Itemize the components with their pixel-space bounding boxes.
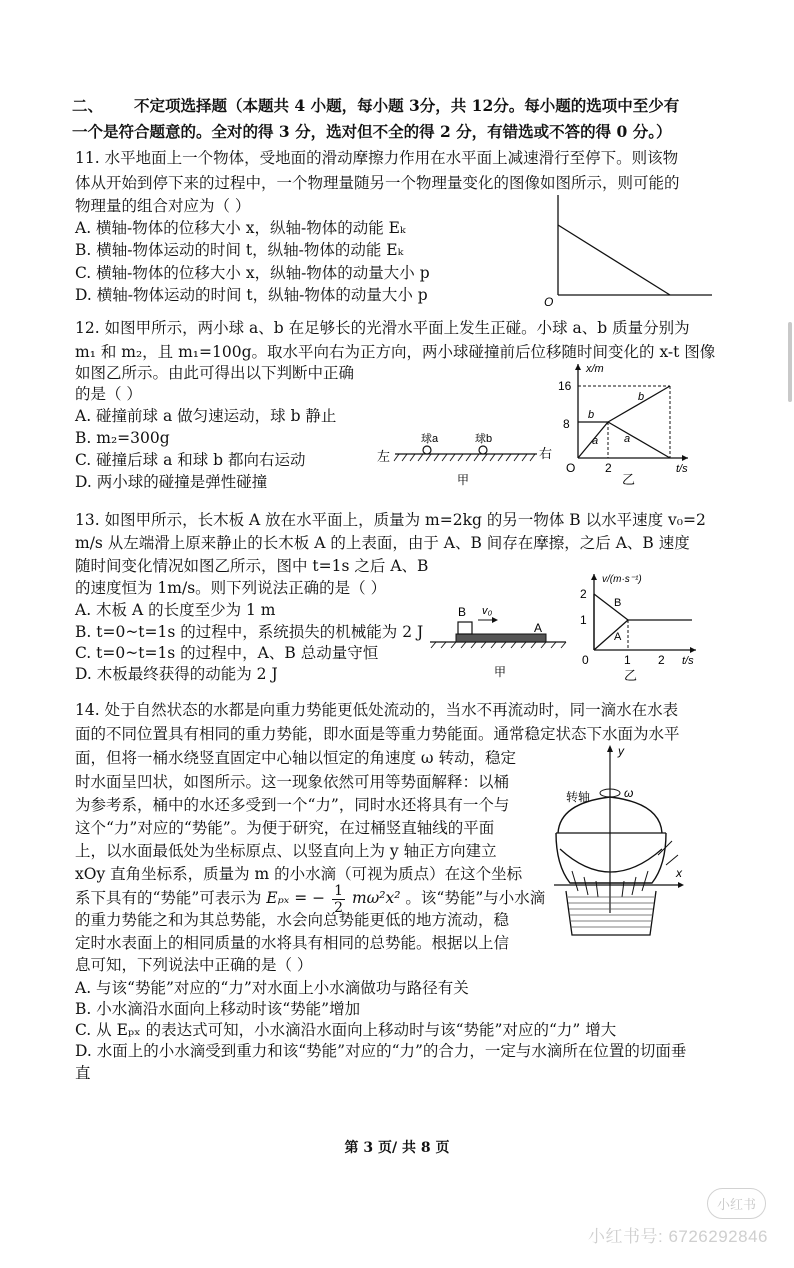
svg-text:A: A [614, 631, 622, 643]
q13-option-a: A. 木板 A 的长度至少为 1 m [75, 601, 276, 619]
q12-origin: O [566, 461, 576, 475]
q13-y2: 2 [580, 587, 587, 601]
q11-graph-line [558, 225, 670, 295]
svg-text:ω: ω [624, 786, 634, 800]
page-number: 第 3 页/ 共 8 页 [344, 1140, 450, 1156]
q14-option-d-cont: 直 [75, 1064, 91, 1082]
right-label: 右 [539, 446, 553, 461]
board-a-label: A [534, 621, 543, 635]
q13-xlabel: t/s [682, 655, 694, 667]
water-surface [560, 849, 662, 872]
q13-fig-jia-caption: 甲 [494, 665, 507, 679]
q12-stem-line2: m₁ 和 m₂，且 m₁=100g。取水平向右为正方向，两小球碰撞前后位移随时间变化的 x-t 图像 [75, 343, 716, 361]
ball-b-label: 球b [475, 433, 493, 445]
xiaohongshu-logo: 小红书 [707, 1188, 766, 1219]
q12-y8: 8 [563, 417, 570, 431]
q12-stem-line4: 的是（ ） [75, 385, 142, 403]
svg-text:B: B [614, 597, 622, 609]
q14-stem-line4: 时水面呈凹状，如图所示。这一现象依然可用等势面解释：以桶 [75, 773, 510, 791]
q14-option-b: B. 小水滴沿水面向上移动时该“势能”增加 [75, 1000, 361, 1018]
block-b-label: B [458, 605, 467, 619]
q14-stem-line3: 面，但将一桶水绕竖直固定中心轴以恒定的角速度 ω 转动，稳定 [75, 749, 516, 767]
q14-option-c: C. 从 Eₚₓ 的表达式可知，小水滴沿水面向上移动时与该“势能”对应的“力” 增大 [75, 1021, 617, 1039]
q14-stem-line9: 系下具有的“势能”可表示为 Eₚₓ = − $\frac{1}{2}$ mω²x² 。该“势能”与小水滴 [75, 882, 546, 916]
q13-option-d: D. 木板最终获得的动能为 2 J [75, 665, 278, 683]
q14-option-d: D. 水面上的小水滴受到重力和该“势能”对应的“力”的合力，一定与水滴所在位置的切面垂 [75, 1042, 687, 1060]
q12-option-b: B. m₂=300g [75, 429, 170, 447]
q12-ylabel: x/m [586, 363, 604, 375]
q13-x2: 2 [658, 653, 665, 667]
ball-a-label: 球a [421, 433, 439, 445]
q13-stem-line2: m/s 从左端滑上原来静止的长木板 A 的上表面，由于 A、B 间存在摩擦，之后 A、B 速度 [75, 534, 690, 552]
left-label: 左 [377, 449, 391, 464]
q14-stem-line8: xOy 直角坐标系，质量为 m 的小水滴（可视为质点）在这个坐标 [75, 865, 523, 883]
q12-figure-jia [375, 432, 555, 487]
q11-stem-line3: 物理量的组合对应为（ ） [75, 197, 251, 215]
svg-text:y: y [618, 745, 624, 758]
q14-bucket-figure [548, 745, 708, 940]
q13-y1: 1 [580, 613, 587, 627]
q13-option-c: C. t=0~t=1s 的过程中，A、B 总动量守恒 [75, 644, 379, 662]
section-number: 二、 [72, 96, 104, 115]
q11-stem-line1: 11. 水平地面上一个物体，受地面的滑动摩擦力作用在水平面上减速滑行至停下。则该物 [75, 149, 679, 167]
q14-stem-line2: 面的不同位置具有相同的重力势能，即水面是等重力势能面。通常稳定状态下水面为水平 [75, 725, 680, 743]
q11-option-a: A. 横轴-物体的位移大小 x，纵轴-物体的动能 Eₖ [75, 219, 406, 237]
q12-x2: 2 [605, 461, 612, 475]
xiaohongshu-id: 小红书号: 6726292846 [588, 1227, 768, 1246]
q12-stem-line3: 如图乙所示。由此可得出以下判断中正确 [75, 364, 355, 382]
axis-label: 转轴 [566, 790, 591, 804]
q14-stem-line1: 14. 处于自然状态的水都是向重力势能更低处流动的，当水不再流动时，同一滴水在水表 [75, 701, 679, 719]
block-b [458, 622, 472, 634]
fig-jia-caption: 甲 [457, 473, 470, 487]
q13-fig-yi-caption: 乙 [624, 668, 638, 682]
q13-figure-yi [572, 570, 706, 682]
svg-text:a: a [592, 435, 599, 447]
q11-option-d: D. 横轴-物体运动的时间 t，纵轴-物体的动量大小 p [75, 286, 428, 304]
board-a [456, 634, 546, 642]
q12-y16: 16 [558, 379, 572, 393]
q12-a-after [608, 422, 670, 458]
q12-figure-yi [558, 360, 698, 488]
q13-x1: 1 [624, 653, 631, 667]
q13-line-a [594, 620, 628, 650]
q12-option-c: C. 碰撞后球 a 和球 b 都向右运动 [75, 451, 306, 469]
q11-option-b: B. 横轴-物体运动的时间 t，纵轴-物体的动能 Eₖ [75, 241, 404, 259]
q12-xlabel: t/s [676, 463, 688, 475]
section-title: 不定项选择题（本题共 4 小题，每小题 3分，共 12分。每小题的选项中至少有 [134, 96, 680, 115]
q12-stem-line1: 12. 如图甲所示，两小球 a、b 在足够长的光滑水平面上发生正碰。小球 a、b 质量分别为 [75, 319, 690, 337]
q13-stem-line1: 13. 如图甲所示，长木板 A 放在水平面上，质量为 m=2kg 的另一物体 B 以水平速度 v₀=2 [75, 511, 706, 529]
q14-stem-line6: 这个“力”对应的“势能”。为便于研究，在过桶竖直轴线的平面 [75, 819, 495, 837]
svg-text:b: b [588, 409, 595, 421]
scrollbar[interactable] [788, 322, 792, 402]
svg-text:a: a [624, 433, 631, 445]
q13-stem-line4: 的速度恒为 1m/s。则下列说法正确的是（ ） [75, 579, 387, 597]
q11-option-c: C. 横轴-物体的位移大小 x，纵轴-物体的动量大小 p [75, 264, 430, 282]
svg-text:x: x [676, 866, 682, 880]
q13-figure-jia [428, 600, 568, 680]
q12-option-a: A. 碰撞前球 a 做匀速运动，球 b 静止 [75, 407, 337, 425]
q11-stem-line2: 体从开始到停下来的过程中，一个物理量随另一个物理量变化的图像如图所示，则可能的 [75, 174, 680, 192]
q13-ylabel: v/(m·s⁻¹) [602, 574, 642, 585]
q14-stem-line10: 的重力势能之和为其总势能，水会向总势能更低的地方流动，稳 [75, 911, 510, 929]
q11-graph [540, 190, 720, 310]
q13-option-b: B. t=0~t=1s 的过程中，系统损失的机械能为 2 J [75, 623, 424, 641]
q14-stem-line7: 上，以水面最低处为坐标原点、以竖直向上为 y 轴正方向建立 [75, 842, 497, 860]
q13-stem-line3: 随时间变化情况如图乙所示，图中 t=1s 之后 A、B [75, 557, 429, 575]
v0-label: v₀ [482, 605, 493, 617]
q11-origin: O [544, 295, 554, 309]
q12-fig-yi-caption: 乙 [622, 472, 636, 487]
svg-text:b: b [638, 391, 645, 403]
q13-line-b [594, 594, 628, 620]
q12-option-d: D. 两小球的碰撞是弹性碰撞 [75, 473, 268, 491]
ball-b [479, 446, 487, 454]
q13-origin: 0 [582, 653, 589, 667]
ball-a [423, 446, 431, 454]
q14-stem-line11: 定时水表面上的相同质量的水将具有相同的总势能。根据以上信 [75, 934, 510, 952]
section-title-line2: 一个是符合题意的。全对的得 3 分，选对但不全的得 2 分，有错选或不答的得 0 分。） [72, 122, 672, 141]
q14-option-a: A. 与该“势能”对应的“力”对水面上小水滴做功与路径有关 [75, 979, 469, 997]
q14-stem-line5: 为参考系，桶中的水还多受到一个“力”，同时水还将具有一个与 [75, 796, 510, 814]
q14-stem-line12: 息可知，下列说法中正确的是（ ） [75, 956, 313, 974]
